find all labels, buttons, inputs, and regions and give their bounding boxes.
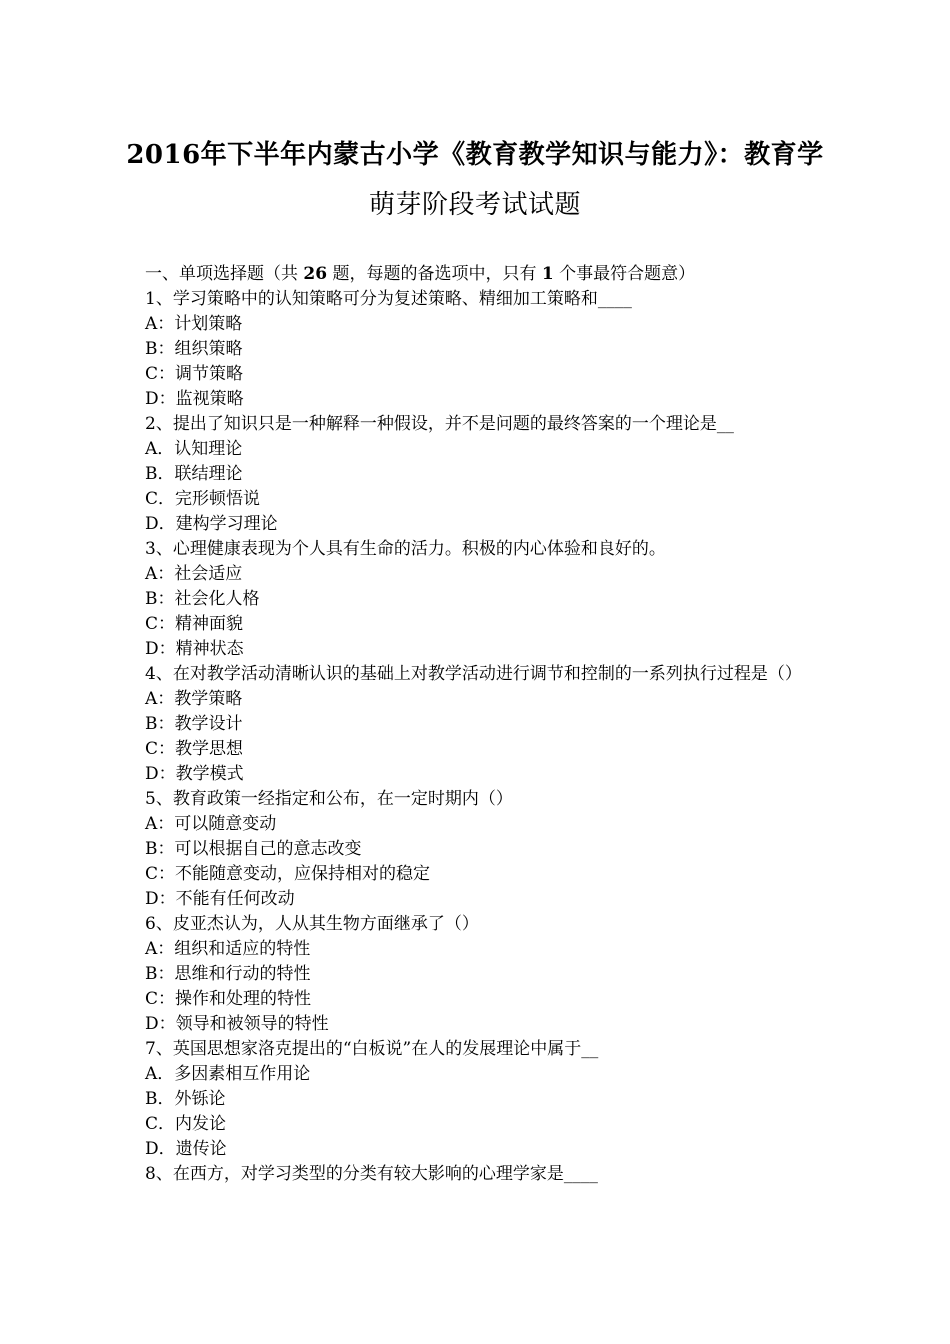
answer-option: C．内发论 — [145, 1114, 227, 1134]
answer-option: B：可以根据自己的意志改变 — [145, 839, 362, 859]
correct-count: 1 — [541, 264, 554, 284]
answer-option: A：可以随意变动 — [145, 814, 277, 834]
answer-option: A：计划策略 — [145, 314, 243, 334]
question-stem: 6、皮亚杰认为，人从其生物方面继承了（） — [145, 914, 479, 934]
question-stem: 3、心理健康表现为个人具有生命的活力。积极的内心体验和良好的。 — [145, 539, 666, 559]
question-stem: 8、在西方，对学习类型的分类有较大影响的心理学家是____ — [145, 1164, 598, 1184]
answer-option: C：教学思想 — [145, 739, 244, 759]
question-stem: 1、学习策略中的认知策略可分为复述策略、精细加工策略和____ — [145, 289, 632, 309]
answer-option: D：教学模式 — [145, 764, 244, 784]
section-header — [145, 262, 815, 287]
answer-option: C：调节策略 — [145, 364, 244, 384]
section-header-suffix: 个事最符合题意） — [553, 264, 696, 284]
answer-option: D：精神状态 — [145, 639, 244, 659]
question-count: 26 — [303, 264, 328, 284]
answer-option: A：教学策略 — [145, 689, 243, 709]
answer-option: B．联结理论 — [145, 464, 243, 484]
answer-option: D．建构学习理论 — [145, 514, 278, 534]
answer-option: A．认知理论 — [145, 439, 243, 459]
answer-option: C：操作和处理的特性 — [145, 989, 312, 1009]
answer-option: D：领导和被领导的特性 — [145, 1014, 329, 1034]
answer-option: D：监视策略 — [145, 389, 244, 409]
question-stem: 4、在对教学活动清晰认识的基础上对教学活动进行调节和控制的一系列执行过程是（） — [145, 664, 802, 684]
answer-option: C．完形顿悟说 — [145, 489, 261, 509]
answer-option: A：组织和适应的特性 — [145, 939, 311, 959]
document-body — [145, 262, 815, 1187]
question-stem: 2、提出了知识只是一种解释一种假设，并不是问题的最终答案的一个理论是__ — [145, 414, 734, 434]
answer-option: B：组织策略 — [145, 339, 243, 359]
answer-option: A．多因素相互作用论 — [145, 1064, 311, 1084]
document-title-line-2: 萌芽阶段考试试题 — [368, 190, 581, 220]
document-title-line-1: 2016年下半年内蒙古小学《教育教学知识与能力》：教育学 — [126, 140, 824, 170]
section-header-prefix: 一、单项选择题（共 — [145, 264, 304, 284]
answer-option: C：不能随意变动，应保持相对的稳定 — [145, 864, 431, 884]
answer-option: B：社会化人格 — [145, 589, 260, 609]
answer-option: B：思维和行动的特性 — [145, 964, 311, 984]
answer-option: A：社会适应 — [145, 564, 243, 584]
answer-option: C：精神面貌 — [145, 614, 244, 634]
answer-option: D：不能有任何改动 — [145, 889, 295, 909]
answer-option: B．外铄论 — [145, 1089, 226, 1109]
question-stem: 7、英国思想家洛克提出的“白板说”在人的发展理论中属于__ — [145, 1039, 599, 1059]
answer-option: D．遗传论 — [145, 1139, 227, 1159]
question-stem: 5、教育政策一经指定和公布，在一定时期内（） — [145, 789, 513, 809]
answer-option: B：教学设计 — [145, 714, 243, 734]
section-header-middle: 题，每题的备选项中，只有 — [327, 264, 542, 284]
